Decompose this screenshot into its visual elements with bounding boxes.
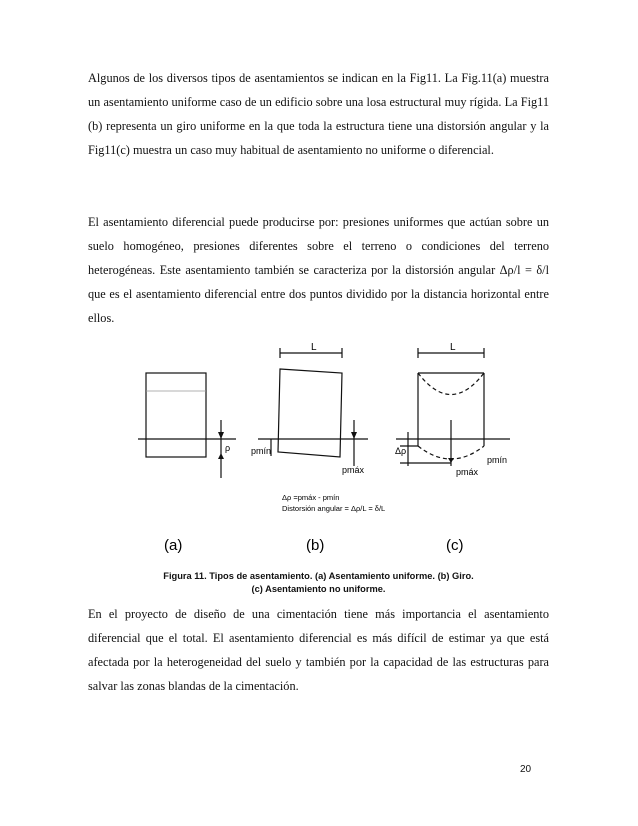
formula-line-1: Δρ =pmáx - pmín — [282, 493, 340, 502]
label-pmax-c: pmáx — [456, 467, 479, 477]
page-number: 20 — [520, 764, 532, 775]
figure-caption-line-1: Figura 11. Tipos de asentamiento. (a) Asentamiento uniforme. (b) Giro. — [163, 571, 474, 581]
label-a: (a) — [164, 537, 183, 554]
label-pmin-c: pmín — [487, 455, 508, 465]
arrow-head-a-top — [218, 432, 224, 439]
paragraph-2: El asentamiento diferencial puede producirse por: presiones uniformes que actúan sobre un suelo homogéneo, presiones diferentes sobre el terreno o condiciones del terreno heterogéneas. Este asentamiento también se caracteriza por la distorsión angular Δρ/l = δ/l que es el asentamiento diferencial entre dos puntos dividido por la distancia horizontal entre ellos. — [88, 215, 549, 325]
label-rho-a: ρ — [225, 443, 231, 453]
rotated-building-b — [278, 369, 342, 457]
paragraph-3: En el proyecto de diseño de una cimentación tiene más importancia el asentamiento diferencial que el total. El asentamiento diferencial es más difícil de estimar ya que está afectada por la heterogeneidad del suelo y también por la capacidad de las estructuras para salvar las zonas blandas de la cimentación. — [88, 607, 549, 693]
label-pmin-b: pmín — [251, 446, 272, 456]
label-c: (c) — [446, 537, 464, 554]
arrow-head-a-bottom — [218, 453, 224, 459]
building-a — [146, 373, 206, 457]
settlement-diagram — [130, 328, 510, 556]
label-L-c: L — [450, 342, 456, 353]
formula-line-2: Distorsión angular = Δρ/L = δ/L — [282, 504, 386, 513]
figure-caption-line-2: (c) Asentamiento no uniforme. — [251, 584, 386, 594]
label-drho-c: Δρ — [395, 446, 407, 456]
label-b: (b) — [306, 537, 325, 554]
label-L-b: L — [311, 342, 317, 353]
deformed-top-c — [418, 373, 484, 395]
figure-11 — [130, 328, 510, 556]
label-pmax-b: pmáx — [342, 465, 365, 475]
paragraph-1: Algunos de los diversos tipos de asentamientos se indican en la Fig11. La Fig.11(a) muestra un asentamiento uniforme caso de un edificio sobre una losa estructural muy rígida. La Fig11 (b) representa un giro uniforme en la que toda la estructura tiene una distorsión angular y la Fig11(c) muestra un caso muy habitual de asentamiento no uniforme o diferencial. — [88, 71, 549, 157]
